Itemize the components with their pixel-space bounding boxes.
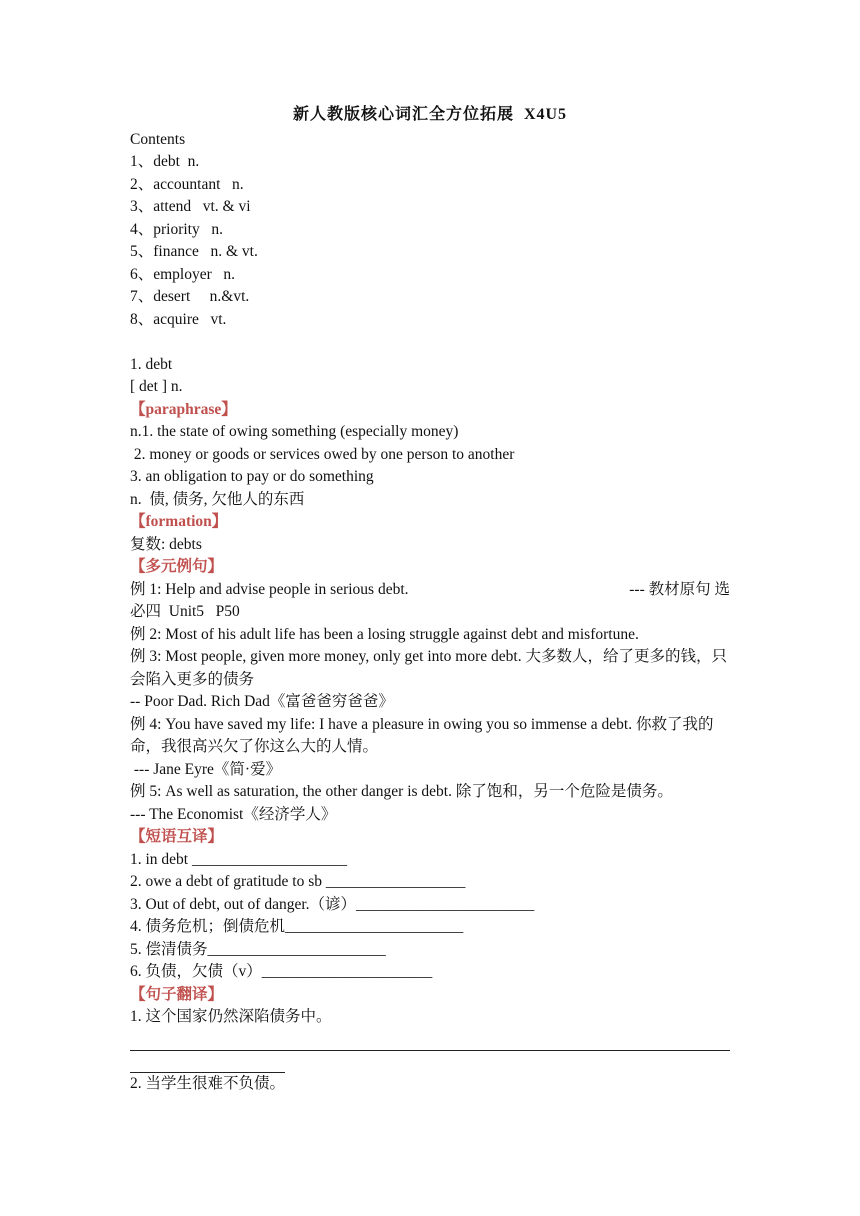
paraphrase-line: 2. money or goods or services owed by one person to another	[130, 445, 515, 463]
example-3: 例 3: Most people, given more money, only get into more debt. 大多数人，给了更多的钱，只会陷入更多的债务	[130, 648, 727, 688]
contents-item: 8、acquire vt.	[130, 310, 227, 328]
example-5: 例 5: As well as saturation, the other danger is debt. 除了饱和，另一个危险是债务。	[130, 783, 673, 800]
paraphrase-line: n. 债, 债务, 欠他人的东西	[130, 490, 305, 508]
entry-phonetic: [ det ] n.	[130, 378, 183, 395]
paraphrase-line: n.1. the state of owing something (especially money)	[130, 423, 459, 440]
answer-line-short	[130, 1051, 285, 1073]
phrases-heading: 【短语互译】	[130, 828, 224, 845]
formation-heading: 【formation】	[130, 513, 228, 530]
formation-text: 复数: debts	[130, 535, 202, 553]
example-1-text: 例 1: Help and advise people in serious debt.	[130, 580, 409, 598]
phrase-item: 4. 债务危机；倒债危机_______________________	[130, 918, 464, 935]
contents-item: 6、employer n.	[130, 265, 236, 283]
example-1-source: --- 教材原句 选	[629, 580, 730, 598]
example-1-cont: 必四 Unit5 P50	[130, 603, 240, 620]
document-page	[130, 104, 730, 1095]
example-3-source: -- Poor Dad. Rich Dad《富爸爸穷爸爸》	[130, 693, 394, 710]
example-4: 例 4: You have saved my life: I have a pleasure in owing you so immense a debt. 你救了我的命，我很高兴欠了你这么大的人情。	[130, 715, 714, 755]
contents-item: 1、debt n.	[130, 153, 200, 170]
paraphrase-line: 3. an obligation to pay or do something	[130, 468, 374, 485]
sentences-heading: 【句子翻译】	[130, 985, 224, 1003]
phrase-item: 2. owe a debt of gratitude to sb __________________	[130, 873, 466, 890]
document-title: 新人教版核心词汇全方位拓展 X4U5	[292, 106, 568, 123]
phrase-item: 3. Out of debt, out of danger.（谚）_______________________	[130, 895, 535, 913]
contents-item: 5、finance n. & vt.	[130, 243, 258, 260]
contents-item: 7、desert n.&vt.	[130, 288, 250, 305]
phrase-item: 6. 负债，欠债（v）______________________	[130, 963, 433, 980]
example-1	[130, 579, 730, 602]
contents-item: 4、priority n.	[130, 220, 223, 238]
contents-label: Contents	[130, 130, 186, 148]
answer-line	[130, 1029, 730, 1051]
phrase-item: 1. in debt ____________________	[130, 850, 347, 868]
sentence-1: 1. 这个国家仍然深陷债务中。	[130, 1008, 332, 1025]
phrase-item: 5. 偿清债务_______________________	[130, 940, 386, 958]
example-4-source: --- Jane Eyre《简·爱》	[130, 760, 282, 778]
examples-heading: 【多元例句】	[130, 558, 224, 575]
entry-word: 1. debt	[130, 355, 173, 373]
contents-item: 2、accountant n.	[130, 175, 244, 193]
example-5-source: --- The Economist《经济学人》	[130, 805, 337, 823]
contents-item: 3、attend vt. & vi	[130, 198, 251, 215]
spacer	[130, 331, 730, 354]
paraphrase-heading: 【paraphrase】	[130, 400, 237, 418]
example-2: 例 2: Most of his adult life has been a losing struggle against debt and misfortune.	[130, 625, 639, 643]
sentence-2: 2. 当学生很难不负债。	[130, 1074, 286, 1092]
